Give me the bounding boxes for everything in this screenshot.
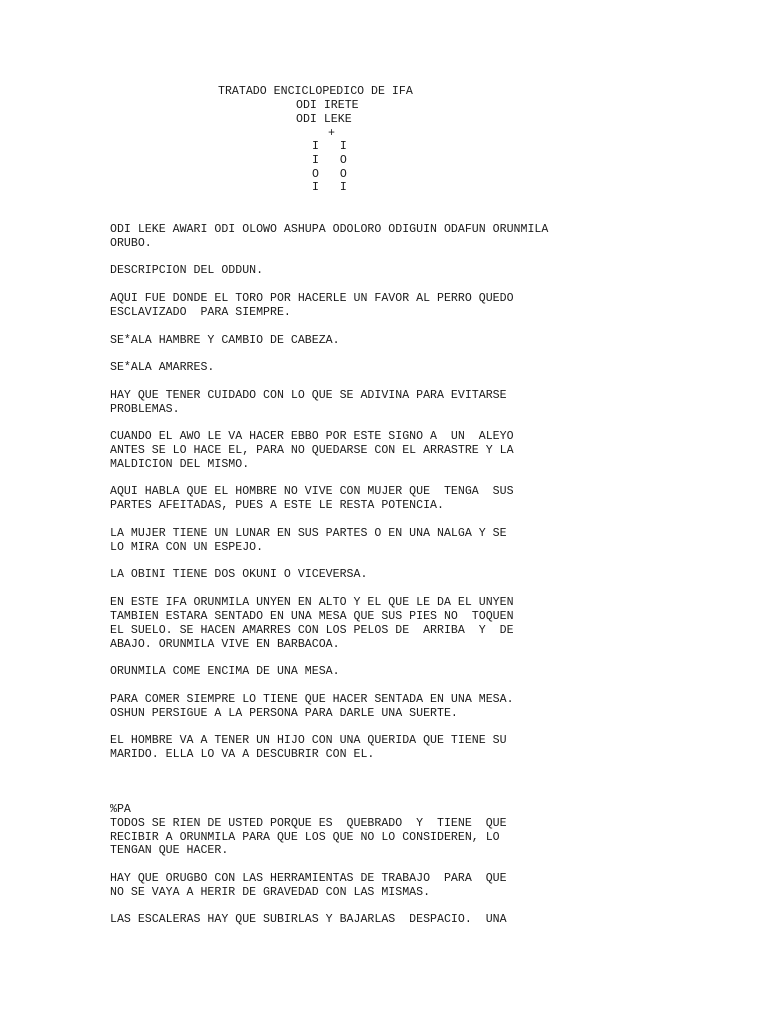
sign-figure-row: I I	[312, 140, 347, 153]
body-line: DESCRIPCION DEL ODDUN.	[110, 264, 264, 277]
body-line: SE*ALA AMARRES.	[110, 361, 215, 374]
sign-figure-row: I O	[312, 154, 347, 167]
sign-name-line: ODI IRETE	[296, 99, 359, 112]
body-line: HAY QUE TENER CUIDADO CON LO QUE SE ADIVINA PARA EVITARSE	[110, 389, 507, 402]
body-line: LA MUJER TIENE UN LUNAR EN SUS PARTES O EN UNA NALGA Y SE	[110, 527, 507, 540]
body-line: MARIDO. ELLA LO VA A DESCUBRIR CON EL.	[110, 748, 375, 761]
body-line: AQUI FUE DONDE EL TORO POR HACERLE UN FAVOR AL PERRO QUEDO	[110, 292, 514, 305]
body-line: ODI LEKE AWARI ODI OLOWO ASHUPA ODOLORO ODIGUIN ODAFUN ORUNMILA	[110, 223, 549, 236]
body-line: LO MIRA CON UN ESPEJO.	[110, 541, 264, 554]
sign-figure-row: I I	[312, 181, 347, 194]
body-line: TENGAN QUE HACER.	[110, 844, 229, 857]
body-line: PROBLEMAS.	[110, 403, 180, 416]
body-line: PARTES AFEITADAS, PUES A ESTE LE RESTA POTENCIA.	[110, 499, 444, 512]
body-line: TAMBIEN ESTARA SENTADO EN UNA MESA QUE SUS PIES NO TOQUEN	[110, 610, 514, 623]
page-marker: %PA	[110, 803, 131, 816]
body-line: SE*ALA HAMBRE Y CAMBIO DE CABEZA.	[110, 334, 340, 347]
sign-figure-row: O O	[312, 168, 347, 181]
body-line: ANTES SE LO HACE EL, PARA NO QUEDARSE CON EL ARRASTRE Y LA	[110, 444, 514, 457]
body-line: LA OBINI TIENE DOS OKUNI O VICEVERSA.	[110, 568, 368, 581]
body-line: ORUBO.	[110, 237, 152, 250]
body-line: EL SUELO. SE HACEN AMARRES CON LOS PELOS DE ARRIBA Y DE	[110, 624, 514, 637]
body-line: CUANDO EL AWO LE VA HACER EBBO POR ESTE SIGNO A UN ALEYO	[110, 430, 514, 443]
body-line: EN ESTE IFA ORUNMILA UNYEN EN ALTO Y EL QUE LE DA EL UNYEN	[110, 596, 514, 609]
body-line: ORUNMILA COME ENCIMA DE UNA MESA.	[110, 665, 340, 678]
body-line: ESCLAVIZADO PARA SIEMPRE.	[110, 306, 291, 319]
body-line: ABAJO. ORUNMILA VIVE EN BARBACOA.	[110, 638, 340, 651]
body-line: RECIBIR A ORUNMILA PARA QUE LOS QUE NO LO CONSIDEREN, LO	[110, 831, 500, 844]
body-line: NO SE VAYA A HERIR DE GRAVEDAD CON LAS MISMAS.	[110, 886, 431, 899]
body-line: MALDICION DEL MISMO.	[110, 458, 250, 471]
body-line: OSHUN PERSIGUE A LA PERSONA PARA DARLE UNA SUERTE.	[110, 707, 458, 720]
body-line: HAY QUE ORUGBO CON LAS HERRAMIENTAS DE TRABAJO PARA QUE	[110, 872, 507, 885]
sign-plus-mark: +	[328, 127, 335, 140]
body-line: EL HOMBRE VA A TENER UN HIJO CON UNA QUERIDA QUE TIENE SU	[110, 734, 507, 747]
body-line: LAS ESCALERAS HAY QUE SUBIRLAS Y BAJARLAS DESPACIO. UNA	[110, 913, 507, 926]
sign-name-line: ODI LEKE	[296, 113, 352, 126]
body-line: TODOS SE RIEN DE USTED PORQUE ES QUEBRADO Y TIENE QUE	[110, 817, 507, 830]
body-line: PARA COMER SIEMPRE LO TIENE QUE HACER SENTADA EN UNA MESA.	[110, 693, 514, 706]
document-title: TRATADO ENCICLOPEDICO DE IFA	[218, 85, 413, 98]
body-line: AQUI HABLA QUE EL HOMBRE NO VIVE CON MUJER QUE TENGA SUS	[110, 485, 514, 498]
